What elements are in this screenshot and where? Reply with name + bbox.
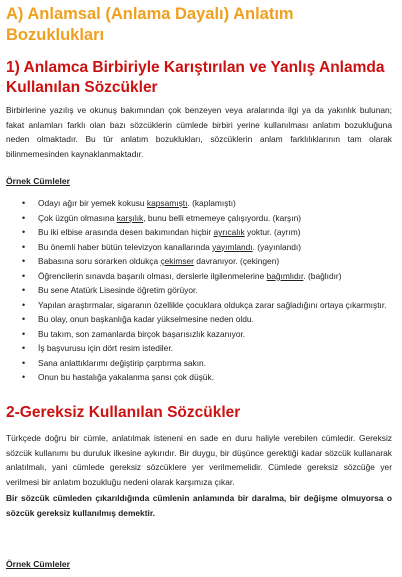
example-item <box>20 225 392 240</box>
example-correction: . (yayınlandı) <box>252 241 302 252</box>
example-text: Onun bu hastalığa yakalanma şansı çok düşük. <box>38 372 214 382</box>
example-item <box>20 254 392 269</box>
example-text: Sana anlattıklarımı değiştirip çarptırma sakın. <box>38 357 207 368</box>
example-item <box>20 370 392 385</box>
section1-examples-heading: Örnek Cümleler <box>6 176 70 186</box>
example-item <box>20 356 392 371</box>
example-text: Çok üzgün olmasına <box>38 212 117 223</box>
example-misused-word: ayrıcalık <box>213 227 245 237</box>
main-title: A) Anlamsal (Anlama Dayalı) Anlatım Bozuklukları <box>6 5 294 44</box>
example-misused-word: kapsamıştı <box>146 198 188 208</box>
example-item <box>20 312 392 327</box>
example-correction: davranıyor. (çekingen) <box>193 256 280 266</box>
example-text: Bu sene Atatürk Lisesinde öğretim görüyor. <box>38 285 198 295</box>
example-text: İş başvurusu için dört resim istediler. <box>38 343 173 353</box>
example-misused-word: çekimser <box>160 256 194 266</box>
section2-examples-heading: Örnek Cümleler <box>6 559 70 569</box>
example-text: Bu olay, onun başkanlığa kadar yükselmesine neden oldu. <box>38 314 254 324</box>
section1-title: 1) Anlamca Birbiriyle Karıştırılan ve Yanlış Anlamda Kullanılan Sözcükler <box>6 59 385 96</box>
example-text: Öğrencilerin sınavda başarılı olması, derslerle ilgilenmelerine <box>38 270 267 281</box>
example-correction: . (bağlıdır) <box>303 270 342 281</box>
example-item <box>20 196 392 211</box>
example-item <box>20 240 392 255</box>
section1-paragraph: Birbirlerine yazılış ve okunuş bakımından çok benzeyen veya aralarında ilgi ya da yakınlık bulunan; fakat anlamları farklı olan bazı sözcüklerin cümlede birbiri yerine kullanılması anlatım bozukluğuna neden olmaktadır. Bu tür anlatım bozuklukları, sözcüklerin anlam farklılıklarının tam olarak bilinmemesinden kaynaklanmaktadır. <box>6 105 392 159</box>
example-item <box>20 269 392 284</box>
example-text: Odayı ağır bir yemek kokusu <box>38 198 147 208</box>
example-item <box>20 341 392 356</box>
section2-title: 2-Gereksiz Kullanılan Sözcükler <box>6 404 241 421</box>
example-misused-word: yayımlandı <box>212 241 253 252</box>
example-item <box>20 298 392 313</box>
example-correction: yoktur. (ayrım) <box>244 227 301 237</box>
example-text: Babasına soru sorarken oldukça <box>38 256 161 266</box>
section2-bold-paragraph: Bir sözcük cümleden çıkarıldığında cümlenin anlamında bir daralma, bir değişme olmuyorsa o sözcük gereksiz kullanılmış demektir. <box>6 493 392 518</box>
example-item <box>20 283 392 298</box>
example-text: Yapılan araştırmalar, sigaranın özellikle çocuklara oldukça zarar sağladığını ortaya çıkarmıştır. <box>38 299 387 310</box>
example-item <box>20 327 392 342</box>
example-text: Bu takım, son zamanlarda birçok başarısızlık kazanıyor. <box>38 328 246 339</box>
section2-paragraph: Türkçede doğru bir cümle, anlatılmak isteneni en sade en duru haliyle verebilen cümledir. Gereksiz sözcük kullanımı bu duruluk ilkesine aykırıdır. Bir duygu, bir düşünce gerektiği kadar sözcük kullanarak anlatılmalı, yani cümlede gereksiz sözcüklere yer verilmemelidir. Cümlede gereksiz sözcüğe yer verilmesi bir anlatım bozukluğu nedeni olarak karşımıza çıkar. <box>6 433 392 487</box>
example-misused-word: bağımlıdır <box>266 270 304 281</box>
example-misused-word: karşılık <box>116 212 144 223</box>
example-correction: . (kaplamıştı) <box>187 198 236 208</box>
example-correction: , bunu belli etmemeye çalışıyordu. (karşın) <box>143 212 302 223</box>
example-item <box>20 211 392 226</box>
examples-list <box>20 196 392 385</box>
example-text: Bu iki elbise arasında desen bakımından hiçbir <box>38 227 214 237</box>
example-text: Bu önemli haber bütün televizyon kanallarında <box>38 241 213 252</box>
